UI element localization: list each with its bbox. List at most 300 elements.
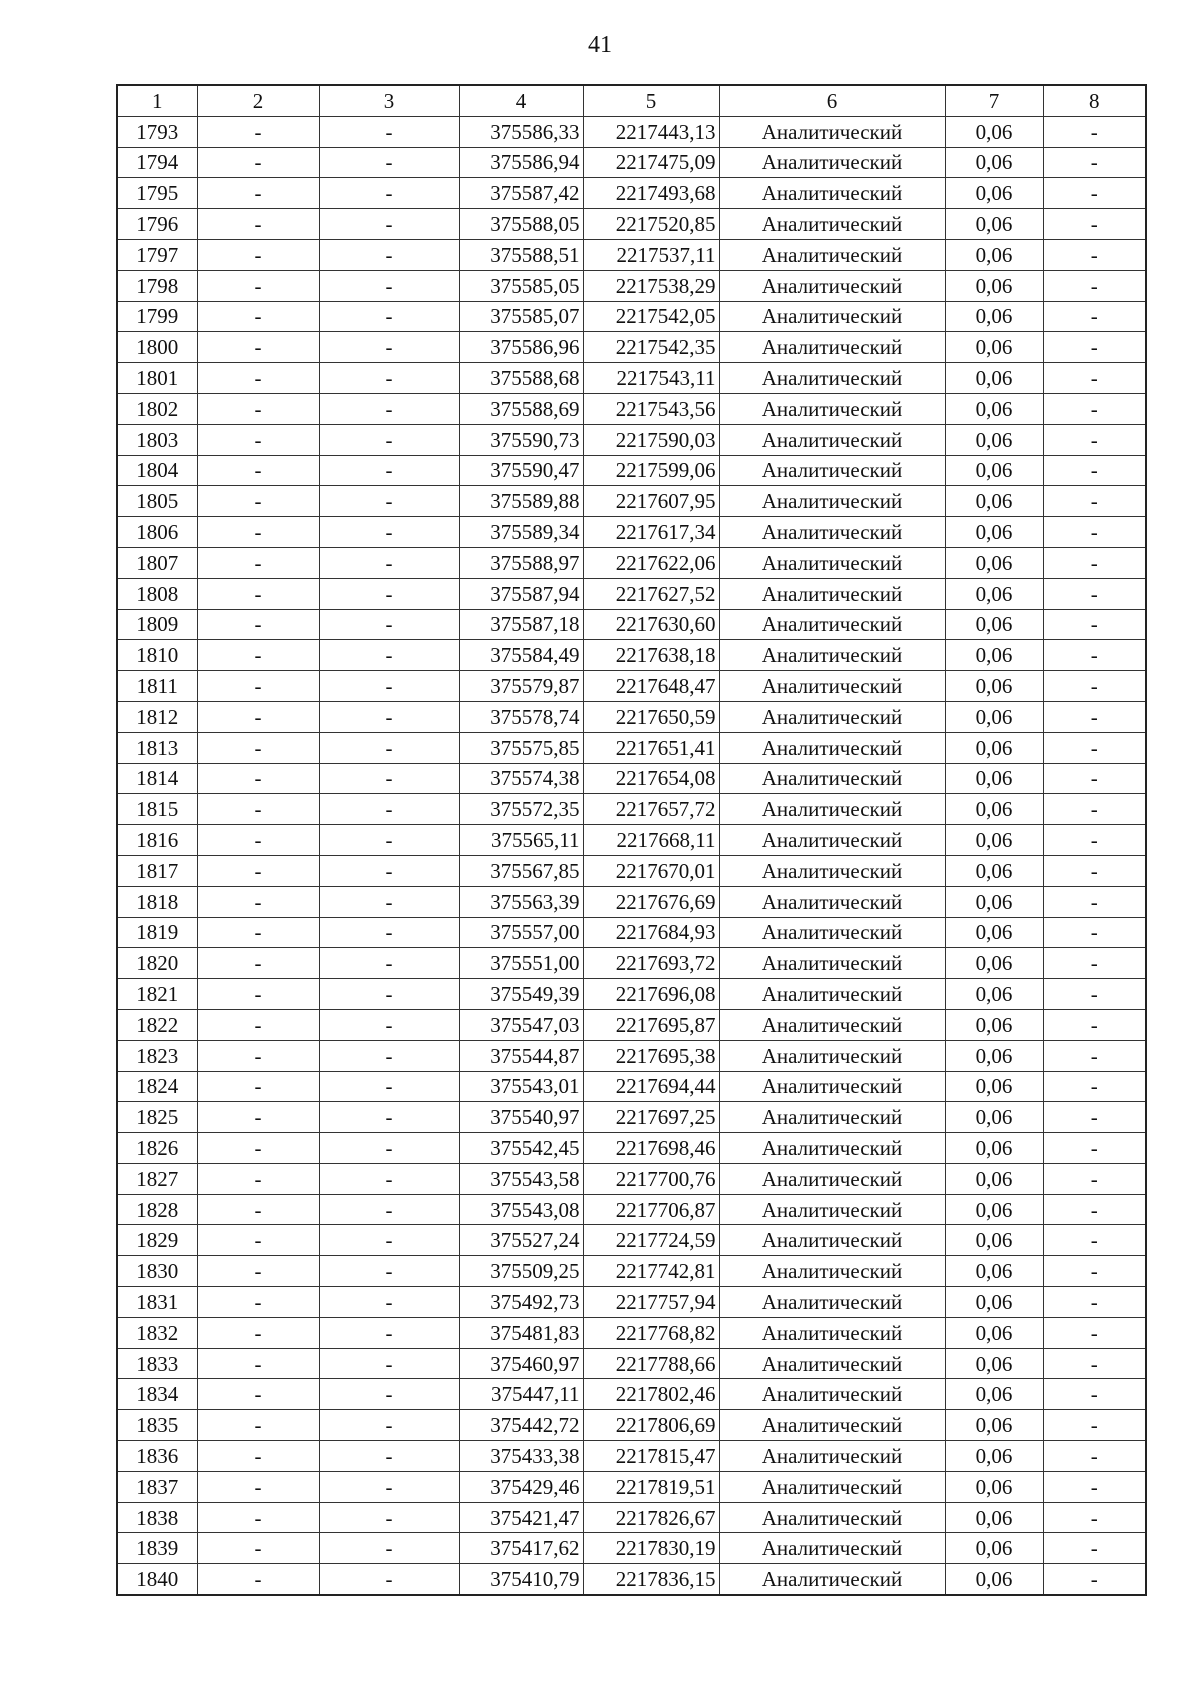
- accuracy-cell: 0,06: [945, 547, 1043, 578]
- x-coordinate-cell: 375481,83: [459, 1317, 583, 1348]
- method-cell: Аналитический: [719, 825, 945, 856]
- method-cell: Аналитический: [719, 393, 945, 424]
- col3-cell: -: [319, 701, 459, 732]
- col2-cell: -: [197, 547, 319, 578]
- method-cell: Аналитический: [719, 517, 945, 548]
- y-coordinate-cell: 2217676,69: [583, 886, 719, 917]
- x-coordinate-cell: 375586,33: [459, 116, 583, 147]
- col8-cell: -: [1043, 1287, 1146, 1318]
- point-number-cell: 1831: [117, 1287, 197, 1318]
- col2-cell: -: [197, 393, 319, 424]
- col2-cell: -: [197, 486, 319, 517]
- col3-cell: -: [319, 393, 459, 424]
- x-coordinate-cell: 375587,18: [459, 609, 583, 640]
- accuracy-cell: 0,06: [945, 609, 1043, 640]
- col2-cell: -: [197, 239, 319, 270]
- y-coordinate-cell: 2217696,08: [583, 979, 719, 1010]
- y-coordinate-cell: 2217694,44: [583, 1071, 719, 1102]
- col8-cell: -: [1043, 1133, 1146, 1164]
- point-number-cell: 1807: [117, 547, 197, 578]
- method-cell: Аналитический: [719, 1071, 945, 1102]
- col8-cell: -: [1043, 855, 1146, 886]
- method-cell: Аналитический: [719, 1225, 945, 1256]
- table-row: [117, 363, 1146, 394]
- col8-cell: -: [1043, 1009, 1146, 1040]
- col3-cell: -: [319, 239, 459, 270]
- x-coordinate-cell: 375509,25: [459, 1256, 583, 1287]
- col8-cell: -: [1043, 1471, 1146, 1502]
- accuracy-cell: 0,06: [945, 763, 1043, 794]
- column-header: 1: [117, 85, 197, 116]
- accuracy-cell: 0,06: [945, 116, 1043, 147]
- col2-cell: -: [197, 1317, 319, 1348]
- y-coordinate-cell: 2217650,59: [583, 701, 719, 732]
- y-coordinate-cell: 2217695,38: [583, 1040, 719, 1071]
- col3-cell: -: [319, 363, 459, 394]
- method-cell: Аналитический: [719, 116, 945, 147]
- x-coordinate-cell: 375543,08: [459, 1194, 583, 1225]
- table-row: [117, 209, 1146, 240]
- col8-cell: -: [1043, 1071, 1146, 1102]
- method-cell: Аналитический: [719, 178, 945, 209]
- col8-cell: -: [1043, 116, 1146, 147]
- x-coordinate-cell: 375579,87: [459, 671, 583, 702]
- x-coordinate-cell: 375589,88: [459, 486, 583, 517]
- method-cell: Аналитический: [719, 1009, 945, 1040]
- method-cell: Аналитический: [719, 1379, 945, 1410]
- x-coordinate-cell: 375563,39: [459, 886, 583, 917]
- col3-cell: -: [319, 301, 459, 332]
- x-coordinate-cell: 375584,49: [459, 640, 583, 671]
- y-coordinate-cell: 2217706,87: [583, 1194, 719, 1225]
- point-number-cell: 1814: [117, 763, 197, 794]
- accuracy-cell: 0,06: [945, 239, 1043, 270]
- y-coordinate-cell: 2217617,34: [583, 517, 719, 548]
- table-row: [117, 301, 1146, 332]
- point-number-cell: 1810: [117, 640, 197, 671]
- col8-cell: -: [1043, 701, 1146, 732]
- x-coordinate-cell: 375543,58: [459, 1163, 583, 1194]
- table-row: [117, 825, 1146, 856]
- accuracy-cell: 0,06: [945, 578, 1043, 609]
- point-number-cell: 1826: [117, 1133, 197, 1164]
- table-row: [117, 1471, 1146, 1502]
- x-coordinate-cell: 375588,97: [459, 547, 583, 578]
- y-coordinate-cell: 2217693,72: [583, 948, 719, 979]
- method-cell: Аналитический: [719, 701, 945, 732]
- col2-cell: -: [197, 301, 319, 332]
- col2-cell: -: [197, 1410, 319, 1441]
- method-cell: Аналитический: [719, 486, 945, 517]
- x-coordinate-cell: 375587,94: [459, 578, 583, 609]
- x-coordinate-cell: 375551,00: [459, 948, 583, 979]
- col3-cell: -: [319, 825, 459, 856]
- y-coordinate-cell: 2217657,72: [583, 794, 719, 825]
- col8-cell: -: [1043, 1102, 1146, 1133]
- accuracy-cell: 0,06: [945, 1009, 1043, 1040]
- table-row: [117, 1502, 1146, 1533]
- accuracy-cell: 0,06: [945, 1163, 1043, 1194]
- col3-cell: -: [319, 1410, 459, 1441]
- y-coordinate-cell: 2217668,11: [583, 825, 719, 856]
- col2-cell: -: [197, 732, 319, 763]
- y-coordinate-cell: 2217607,95: [583, 486, 719, 517]
- x-coordinate-cell: 375447,11: [459, 1379, 583, 1410]
- col8-cell: -: [1043, 1348, 1146, 1379]
- table-row: [117, 1256, 1146, 1287]
- col3-cell: -: [319, 1256, 459, 1287]
- column-header: 8: [1043, 85, 1146, 116]
- y-coordinate-cell: 2217599,06: [583, 455, 719, 486]
- x-coordinate-cell: 375442,72: [459, 1410, 583, 1441]
- table-row: [117, 239, 1146, 270]
- y-coordinate-cell: 2217537,11: [583, 239, 719, 270]
- col2-cell: -: [197, 1379, 319, 1410]
- x-coordinate-cell: 375588,68: [459, 363, 583, 394]
- accuracy-cell: 0,06: [945, 1502, 1043, 1533]
- table-row: [117, 116, 1146, 147]
- col8-cell: -: [1043, 609, 1146, 640]
- column-header: 5: [583, 85, 719, 116]
- col2-cell: -: [197, 825, 319, 856]
- point-number-cell: 1816: [117, 825, 197, 856]
- method-cell: Аналитический: [719, 979, 945, 1010]
- col8-cell: -: [1043, 1502, 1146, 1533]
- col3-cell: -: [319, 917, 459, 948]
- x-coordinate-cell: 375540,97: [459, 1102, 583, 1133]
- method-cell: Аналитический: [719, 147, 945, 178]
- x-coordinate-cell: 375590,73: [459, 424, 583, 455]
- point-number-cell: 1811: [117, 671, 197, 702]
- accuracy-cell: 0,06: [945, 1040, 1043, 1071]
- method-cell: Аналитический: [719, 1564, 945, 1595]
- col8-cell: -: [1043, 763, 1146, 794]
- col8-cell: -: [1043, 209, 1146, 240]
- method-cell: Аналитический: [719, 1502, 945, 1533]
- accuracy-cell: 0,06: [945, 1410, 1043, 1441]
- accuracy-cell: 0,06: [945, 270, 1043, 301]
- col8-cell: -: [1043, 517, 1146, 548]
- y-coordinate-cell: 2217684,93: [583, 917, 719, 948]
- col3-cell: -: [319, 1133, 459, 1164]
- x-coordinate-cell: 375421,47: [459, 1502, 583, 1533]
- method-cell: Аналитический: [719, 1102, 945, 1133]
- point-number-cell: 1795: [117, 178, 197, 209]
- accuracy-cell: 0,06: [945, 701, 1043, 732]
- table-row: [117, 794, 1146, 825]
- col3-cell: -: [319, 1071, 459, 1102]
- col3-cell: -: [319, 178, 459, 209]
- col8-cell: -: [1043, 486, 1146, 517]
- col2-cell: -: [197, 1194, 319, 1225]
- table-row: [117, 1441, 1146, 1472]
- accuracy-cell: 0,06: [945, 147, 1043, 178]
- table-row: [117, 1287, 1146, 1318]
- method-cell: Аналитический: [719, 640, 945, 671]
- col2-cell: -: [197, 763, 319, 794]
- column-header: 7: [945, 85, 1043, 116]
- point-number-cell: 1798: [117, 270, 197, 301]
- col2-cell: -: [197, 1564, 319, 1595]
- col2-cell: -: [197, 1009, 319, 1040]
- point-number-cell: 1812: [117, 701, 197, 732]
- x-coordinate-cell: 375544,87: [459, 1040, 583, 1071]
- col3-cell: -: [319, 332, 459, 363]
- col2-cell: -: [197, 517, 319, 548]
- x-coordinate-cell: 375575,85: [459, 732, 583, 763]
- table-row: [117, 1071, 1146, 1102]
- method-cell: Аналитический: [719, 578, 945, 609]
- col2-cell: -: [197, 1471, 319, 1502]
- point-number-cell: 1819: [117, 917, 197, 948]
- col8-cell: -: [1043, 178, 1146, 209]
- col8-cell: -: [1043, 794, 1146, 825]
- y-coordinate-cell: 2217806,69: [583, 1410, 719, 1441]
- col8-cell: -: [1043, 147, 1146, 178]
- point-number-cell: 1820: [117, 948, 197, 979]
- y-coordinate-cell: 2217475,09: [583, 147, 719, 178]
- col8-cell: -: [1043, 1194, 1146, 1225]
- accuracy-cell: 0,06: [945, 948, 1043, 979]
- table-row: [117, 1194, 1146, 1225]
- method-cell: Аналитический: [719, 609, 945, 640]
- method-cell: Аналитический: [719, 1287, 945, 1318]
- method-cell: Аналитический: [719, 363, 945, 394]
- table-row: [117, 1163, 1146, 1194]
- method-cell: Аналитический: [719, 332, 945, 363]
- col8-cell: -: [1043, 1317, 1146, 1348]
- point-number-cell: 1808: [117, 578, 197, 609]
- table-row: [117, 486, 1146, 517]
- col2-cell: -: [197, 424, 319, 455]
- method-cell: Аналитический: [719, 1348, 945, 1379]
- col8-cell: -: [1043, 1040, 1146, 1071]
- x-coordinate-cell: 375549,39: [459, 979, 583, 1010]
- col3-cell: -: [319, 1287, 459, 1318]
- point-number-cell: 1837: [117, 1471, 197, 1502]
- y-coordinate-cell: 2217443,13: [583, 116, 719, 147]
- accuracy-cell: 0,06: [945, 1533, 1043, 1564]
- column-header: 6: [719, 85, 945, 116]
- col2-cell: -: [197, 701, 319, 732]
- y-coordinate-cell: 2217654,08: [583, 763, 719, 794]
- y-coordinate-cell: 2217700,76: [583, 1163, 719, 1194]
- col2-cell: -: [197, 178, 319, 209]
- col2-cell: -: [197, 270, 319, 301]
- col3-cell: -: [319, 886, 459, 917]
- col2-cell: -: [197, 979, 319, 1010]
- col8-cell: -: [1043, 1441, 1146, 1472]
- point-number-cell: 1818: [117, 886, 197, 917]
- x-coordinate-cell: 375588,69: [459, 393, 583, 424]
- page-number: 41: [588, 32, 612, 58]
- y-coordinate-cell: 2217538,29: [583, 270, 719, 301]
- y-coordinate-cell: 2217543,11: [583, 363, 719, 394]
- y-coordinate-cell: 2217543,56: [583, 393, 719, 424]
- accuracy-cell: 0,06: [945, 178, 1043, 209]
- col3-cell: -: [319, 855, 459, 886]
- col8-cell: -: [1043, 640, 1146, 671]
- table-row: [117, 270, 1146, 301]
- y-coordinate-cell: 2217638,18: [583, 640, 719, 671]
- col8-cell: -: [1043, 1256, 1146, 1287]
- accuracy-cell: 0,06: [945, 886, 1043, 917]
- x-coordinate-cell: 375574,38: [459, 763, 583, 794]
- col3-cell: -: [319, 732, 459, 763]
- table-row: [117, 455, 1146, 486]
- col8-cell: -: [1043, 239, 1146, 270]
- x-coordinate-cell: 375585,07: [459, 301, 583, 332]
- method-cell: Аналитический: [719, 917, 945, 948]
- method-cell: Аналитический: [719, 794, 945, 825]
- col8-cell: -: [1043, 1225, 1146, 1256]
- point-number-cell: 1832: [117, 1317, 197, 1348]
- table-row: [117, 763, 1146, 794]
- point-number-cell: 1809: [117, 609, 197, 640]
- point-number-cell: 1801: [117, 363, 197, 394]
- table-row: [117, 1379, 1146, 1410]
- col8-cell: -: [1043, 825, 1146, 856]
- col8-cell: -: [1043, 1533, 1146, 1564]
- table-row: [117, 701, 1146, 732]
- col2-cell: -: [197, 455, 319, 486]
- col2-cell: -: [197, 1071, 319, 1102]
- method-cell: Аналитический: [719, 1317, 945, 1348]
- point-number-cell: 1802: [117, 393, 197, 424]
- table-row: [117, 917, 1146, 948]
- col2-cell: -: [197, 1502, 319, 1533]
- col3-cell: -: [319, 1225, 459, 1256]
- col3-cell: -: [319, 209, 459, 240]
- table-row: [117, 332, 1146, 363]
- col3-cell: -: [319, 1009, 459, 1040]
- col3-cell: -: [319, 1194, 459, 1225]
- col8-cell: -: [1043, 363, 1146, 394]
- method-cell: Аналитический: [719, 1410, 945, 1441]
- x-coordinate-cell: 375567,85: [459, 855, 583, 886]
- y-coordinate-cell: 2217830,19: [583, 1533, 719, 1564]
- point-number-cell: 1823: [117, 1040, 197, 1071]
- col3-cell: -: [319, 147, 459, 178]
- accuracy-cell: 0,06: [945, 1564, 1043, 1595]
- y-coordinate-cell: 2217768,82: [583, 1317, 719, 1348]
- accuracy-cell: 0,06: [945, 1133, 1043, 1164]
- table-row: [117, 671, 1146, 702]
- method-cell: Аналитический: [719, 948, 945, 979]
- accuracy-cell: 0,06: [945, 424, 1043, 455]
- x-coordinate-cell: 375527,24: [459, 1225, 583, 1256]
- col2-cell: -: [197, 363, 319, 394]
- table-row: [117, 1040, 1146, 1071]
- col2-cell: -: [197, 578, 319, 609]
- table-row: [117, 547, 1146, 578]
- y-coordinate-cell: 2217757,94: [583, 1287, 719, 1318]
- col3-cell: -: [319, 763, 459, 794]
- y-coordinate-cell: 2217742,81: [583, 1256, 719, 1287]
- point-number-cell: 1794: [117, 147, 197, 178]
- col3-cell: -: [319, 979, 459, 1010]
- col3-cell: -: [319, 1441, 459, 1472]
- col2-cell: -: [197, 671, 319, 702]
- y-coordinate-cell: 2217542,35: [583, 332, 719, 363]
- col8-cell: -: [1043, 732, 1146, 763]
- accuracy-cell: 0,06: [945, 301, 1043, 332]
- col2-cell: -: [197, 147, 319, 178]
- col3-cell: -: [319, 1533, 459, 1564]
- col3-cell: -: [319, 578, 459, 609]
- point-number-cell: 1822: [117, 1009, 197, 1040]
- x-coordinate-cell: 375547,03: [459, 1009, 583, 1040]
- point-number-cell: 1835: [117, 1410, 197, 1441]
- y-coordinate-cell: 2217836,15: [583, 1564, 719, 1595]
- col8-cell: -: [1043, 547, 1146, 578]
- table-row: [117, 1533, 1146, 1564]
- table-row: [117, 1317, 1146, 1348]
- col8-cell: -: [1043, 671, 1146, 702]
- y-coordinate-cell: 2217815,47: [583, 1441, 719, 1472]
- col3-cell: -: [319, 1040, 459, 1071]
- col3-cell: -: [319, 671, 459, 702]
- point-number-cell: 1840: [117, 1564, 197, 1595]
- point-number-cell: 1839: [117, 1533, 197, 1564]
- accuracy-cell: 0,06: [945, 1471, 1043, 1502]
- method-cell: Аналитический: [719, 1441, 945, 1472]
- method-cell: Аналитический: [719, 209, 945, 240]
- x-coordinate-cell: 375589,34: [459, 517, 583, 548]
- method-cell: Аналитический: [719, 1256, 945, 1287]
- col3-cell: -: [319, 1348, 459, 1379]
- col2-cell: -: [197, 948, 319, 979]
- column-header: 4: [459, 85, 583, 116]
- col2-cell: -: [197, 886, 319, 917]
- y-coordinate-cell: 2217788,66: [583, 1348, 719, 1379]
- col3-cell: -: [319, 1471, 459, 1502]
- accuracy-cell: 0,06: [945, 640, 1043, 671]
- col2-cell: -: [197, 917, 319, 948]
- col8-cell: -: [1043, 886, 1146, 917]
- x-coordinate-cell: 375417,62: [459, 1533, 583, 1564]
- col8-cell: -: [1043, 424, 1146, 455]
- col3-cell: -: [319, 270, 459, 301]
- method-cell: Аналитический: [719, 1471, 945, 1502]
- point-number-cell: 1834: [117, 1379, 197, 1410]
- col2-cell: -: [197, 640, 319, 671]
- point-number-cell: 1838: [117, 1502, 197, 1533]
- table-row: [117, 1348, 1146, 1379]
- table-row: [117, 147, 1146, 178]
- accuracy-cell: 0,06: [945, 393, 1043, 424]
- point-number-cell: 1796: [117, 209, 197, 240]
- col2-cell: -: [197, 116, 319, 147]
- col8-cell: -: [1043, 1379, 1146, 1410]
- method-cell: Аналитический: [719, 886, 945, 917]
- col2-cell: -: [197, 1533, 319, 1564]
- table-row: [117, 979, 1146, 1010]
- y-coordinate-cell: 2217698,46: [583, 1133, 719, 1164]
- col3-cell: -: [319, 1102, 459, 1133]
- table-row: [117, 1009, 1146, 1040]
- method-cell: Аналитический: [719, 1040, 945, 1071]
- accuracy-cell: 0,06: [945, 486, 1043, 517]
- col3-cell: -: [319, 1502, 459, 1533]
- y-coordinate-cell: 2217630,60: [583, 609, 719, 640]
- y-coordinate-cell: 2217695,87: [583, 1009, 719, 1040]
- y-coordinate-cell: 2217670,01: [583, 855, 719, 886]
- y-coordinate-cell: 2217542,05: [583, 301, 719, 332]
- method-cell: Аналитический: [719, 1533, 945, 1564]
- accuracy-cell: 0,06: [945, 979, 1043, 1010]
- point-number-cell: 1803: [117, 424, 197, 455]
